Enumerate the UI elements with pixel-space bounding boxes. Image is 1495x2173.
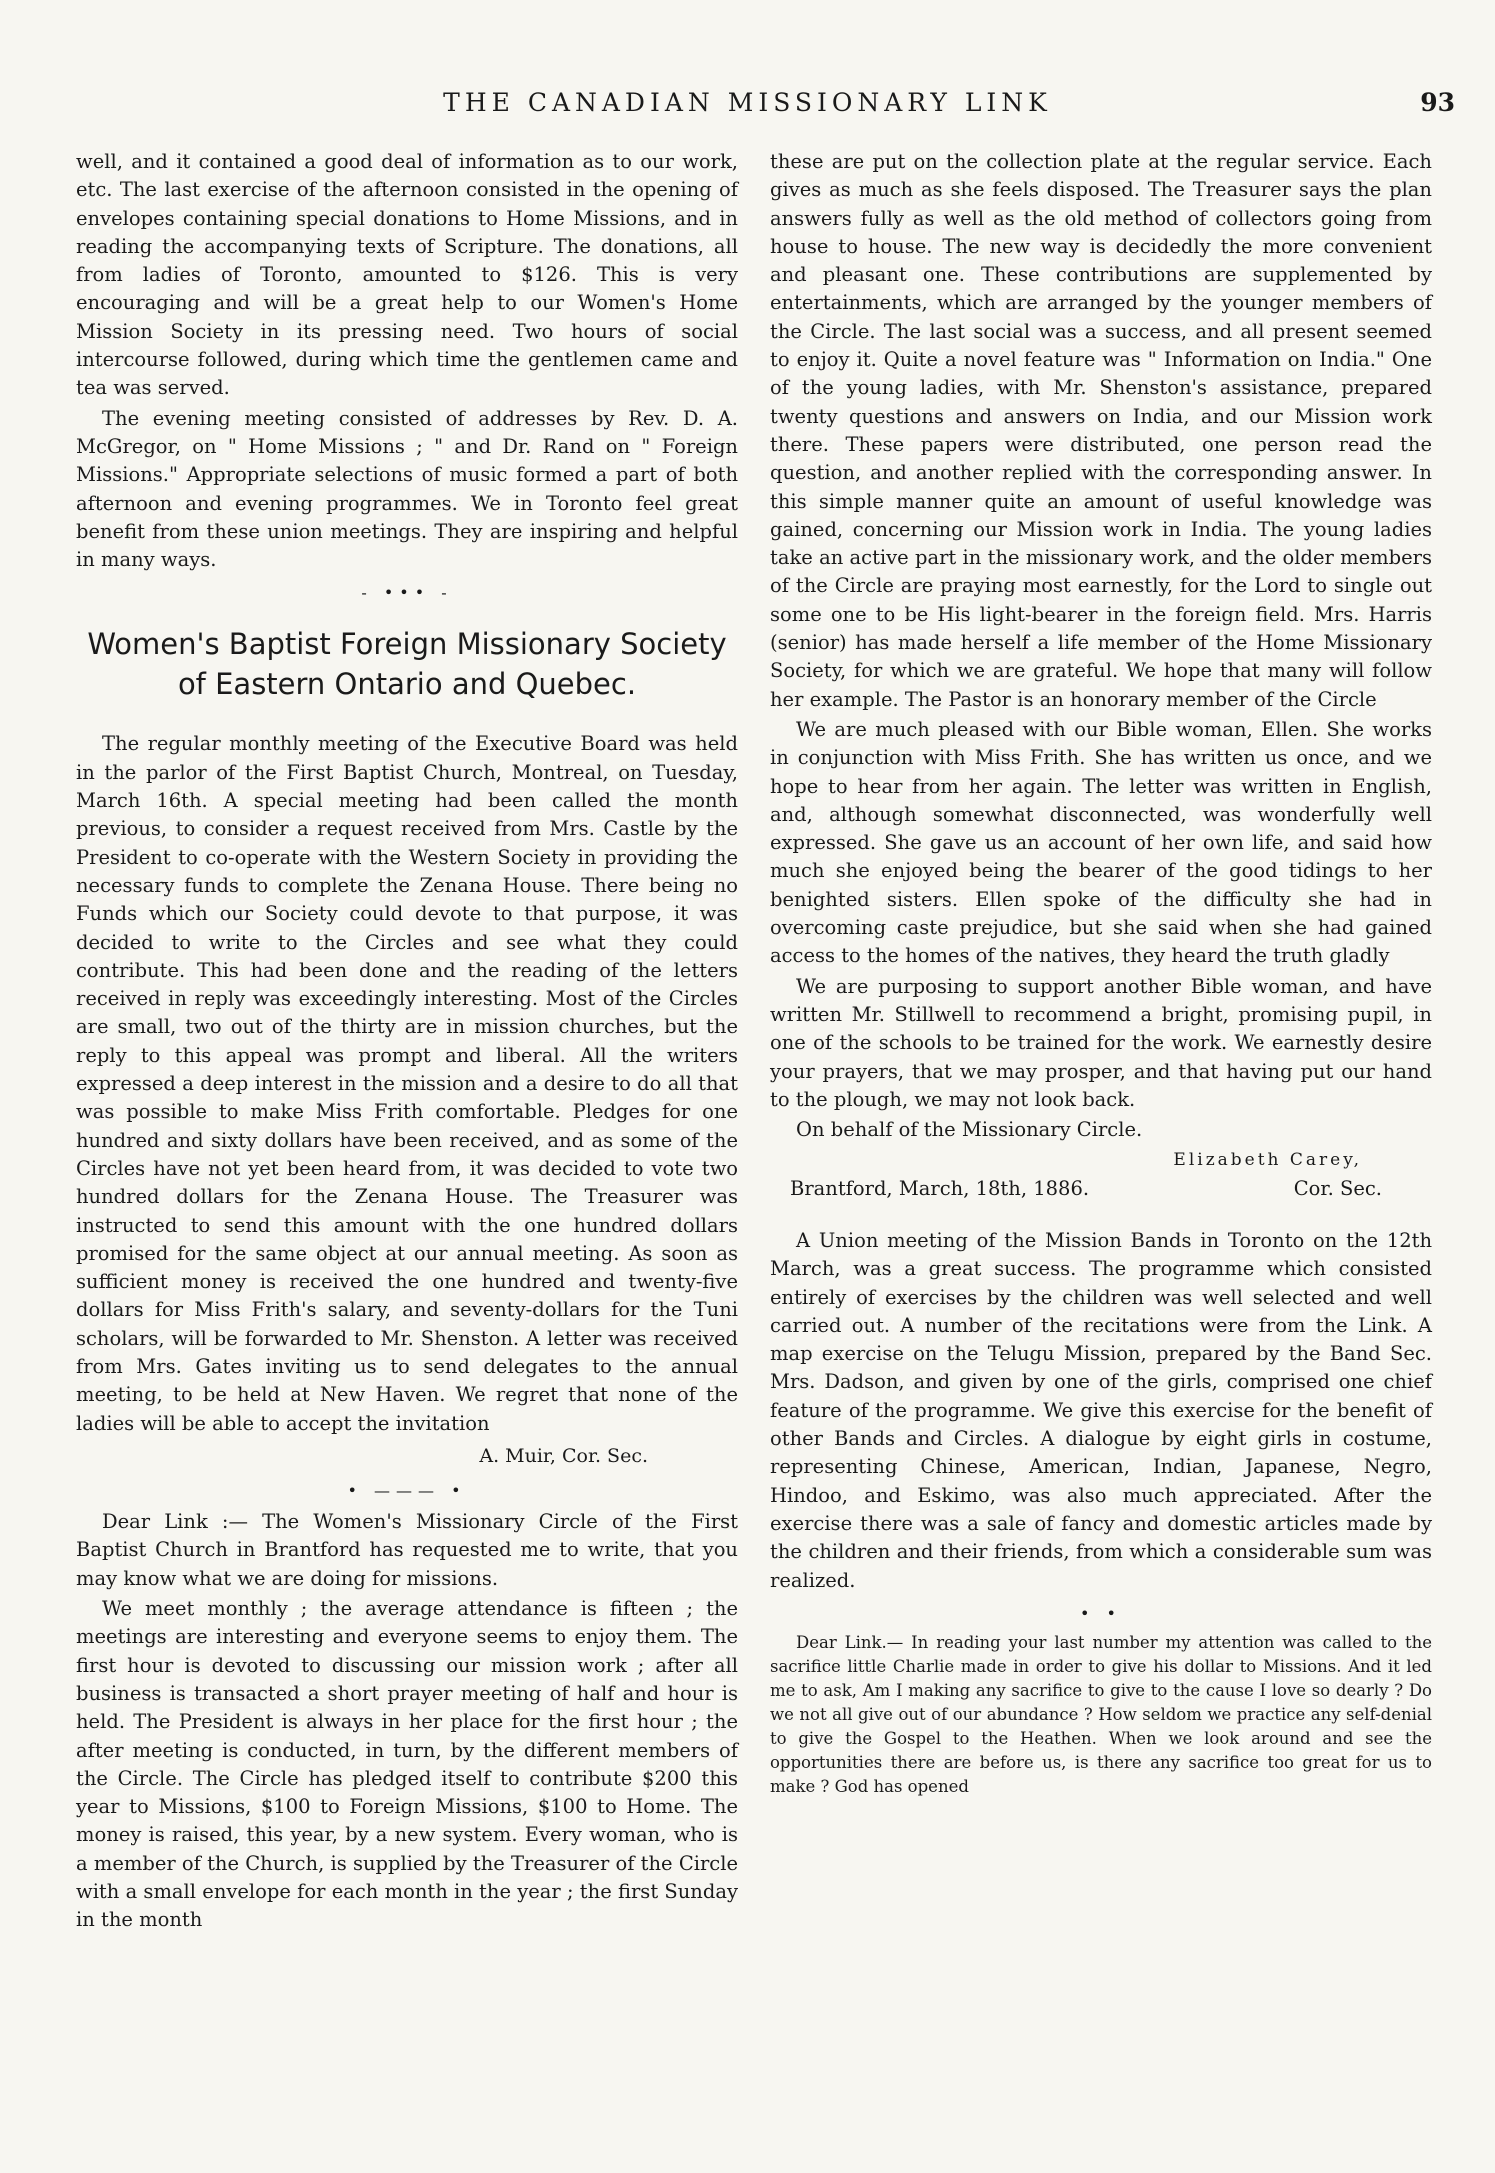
section-divider: • ——— • <box>347 1481 467 1501</box>
section-divider: - ••• - <box>361 583 453 603</box>
right-column <box>770 148 1432 1801</box>
letter-small-print <box>770 1631 1432 1799</box>
paragraph: The evening meeting consisted of addresses by Rev. D. A. McGregor, on " Home Missions ; " and Dr. Rand on " Foreign Missions." Appropriate selections of music formed a part of both afternoon and evening programmes. We in Toronto feel great benefit from these union meetings. They are inspiring and helpful in many ways. <box>76 406 738 572</box>
paragraph: well, and it contained a good deal of information as to our work, etc. The last exercise of the afternoon consisted in the opening of envelopes containing special donations to Home Missions, and in reading the accompanying texts of Scripture. The donations, all from ladies of Toronto, amounted to $126. This is very encouraging and will be a great help to our Women's Home Mission Society in its pressing need. Two hours of social intercourse followed, during which time the gentlemen came and tea was served. <box>76 150 738 400</box>
page-number: 93 <box>1420 88 1455 117</box>
signature-title: Cor. Sec. <box>1293 1176 1382 1200</box>
paragraph: these are put on the collection plate at the regular service. Each gives as much as she feels disposed. The Treasurer says the plan answers fully as well as the old method of collectors going from house to house. The new way is decidedly the more convenient and pleasant one. These contributions are supplemented by entertainments, which are arranged by the younger members of the Circle. The last social was a success, and all present seemed to enjoy it. Quite a novel feature was " Information on India." One of the young ladies, with Mr. Shenston's assistance, prepared twenty questions and answers on India, and our Mission work there. These papers were distributed, one person read the question, and another replied with the corresponding answer. In this simple manner quite an amount of useful knowledge was gained, concerning our Mission work in India. The young ladies take an active part in the missionary work, and the older members of the Circle are praying most earnestly, for the Lord to single out some one to be His light-bearer in the foreign field. Mrs. Harris (senior) has made herself a life member of the Home Missionary Society, for which we are grateful. We hope that many will follow her example. The Pastor is an honorary member of the Circle <box>770 150 1432 711</box>
paragraph: A Union meeting of the Mission Bands in Toronto on the 12th March, was a great success. The programme which consisted entirely of exercises by the children was well selected and well carried out. A number of the recitations were from the Link. A map exercise on the Telugu Mission, prepared by the Band Sec. Mrs. Dadson, and given by one of the girls, comprised one chief feature of the programme. We give this exercise for the benefit of other Bands and Circles. A dialogue by eight girls in costume, representing Chinese, American, Indian, Japanese, Negro, Hindoo, and Eskimo, was also much appreciated. After the exercise there was a sale of fancy and domestic articles made by the children and their friends, from which a considerable sum was realized. <box>770 1228 1432 1592</box>
section-divider: • • <box>1080 1603 1122 1623</box>
left-column <box>76 148 738 1937</box>
paragraph: We meet monthly ; the average attendance is fifteen ; the meetings are interesting and everyone seems to enjoy them. The first hour is devoted to discussing our mission work ; after all business is transacted a short prayer meeting of half and hour is held. The President is always in her place for the first hour ; the after meeting is conducted, in turn, by the different members of the Circle. The Circle has pledged itself to contribute $200 this year to Missions, $100 to Foreign Missions, $100 to Home. The money is raised, this year, by a new system. Every woman, who is a member of the Church, is supplied by the Treasurer of the Circle with a small envelope for each month in the year ; the first Sunday in the month <box>76 1597 738 1932</box>
signature: A. Muir, Cor. Sec. <box>479 1444 648 1467</box>
date-place: Brantford, March, 18th, 1886. <box>790 1176 1090 1200</box>
letter-salutation-paragraph: Dear Link :— The Women's Missionary Circle of the First Baptist Church in Brantford has requested me to write, that you may know what we are doing for missions. <box>76 1510 738 1590</box>
dateline <box>770 1175 1432 1203</box>
running-header <box>0 88 1495 128</box>
paragraph: On behalf of the Missionary Circle. <box>796 1118 1143 1142</box>
journal-title: THE CANADIAN MISSIONARY LINK <box>443 88 1052 117</box>
article-heading: Women's Baptist Foreign Missionary Society of Eastern Ontario and Quebec. <box>87 627 727 702</box>
signature-name: Elizabeth Carey, <box>1173 1150 1362 1171</box>
paragraph: We are purposing to support another Bible woman, and have written Mr. Stillwell to recommend a bright, promising pupil, in one of the schools to be trained for the work. We earnestly desire your prayers, that we may prosper, and that having put our hand to the plough, we may not look back. <box>770 974 1432 1111</box>
paragraph: Dear Link.— In reading your last number my attention was called to the sacrifice little Charlie made in order to give his dollar to Missions. And it led me to ask, Am I making any sacrifice to give to the cause I love so dearly ? Do we not all give out of our abundance ? How seldom we practice any self-denial to give the Gospel to the Heathen. When we look around and see the opportunities there are before us, is there any sacrifice too great for us to make ? God has opened <box>770 1632 1432 1796</box>
paragraph: The regular monthly meeting of the Executive Board was held in the parlor of the First Baptist Church, Montreal, on Tuesday, March 16th. A special meeting had been called the month previous, to consider a request received from Mrs. Castle by the President to co-operate with the Western Society in providing the necessary funds to complete the Zenana House. There being no Funds which our Society could devote to that purpose, it was decided to write to the Circles and see what they could contribute. This had been done and the reading of the letters received in reply was exceedingly interesting. Most of the Circles are small, two out of the thirty are in mission churches, but the reply to this appeal was prompt and liberal. All the writers expressed a deep interest in the mission and a desire to do all that was possible to make Miss Frith comfortable. Pledges for one hundred and sixty dollars have been received, and as some of the Circles have not yet been heard from, it was decided to vote two hundred dollars for the Zenana House. The Treasurer was instructed to send this amount with the one hundred dollars promised for the same object at our annual meeting. As soon as sufficient money is received the one hundred and twenty-five dollars for Miss Frith's salary, and seventy-dollars for the Tuni scholars, will be forwarded to Mr. Shenston. A letter was received from Mrs. Gates inviting us to send delegates to the annual meeting, to be held at New Haven. We regret that none of the ladies will be able to accept the invitation <box>76 732 738 1435</box>
paragraph: We are much pleased with our Bible woman, Ellen. She works in conjunction with Miss Frith. She has written us once, and we hope to hear from her again. The letter was written in English, and, although somewhat disconnected, was wonderfully well expressed. She gave us an account of her own life, and said how much she enjoyed being the bearer of the good tidings to her benighted sisters. Ellen spoke of the difficulty she had in overcoming caste prejudice, but she said when she had gained access to the homes of the natives, they heard the truth gladly <box>770 717 1432 968</box>
